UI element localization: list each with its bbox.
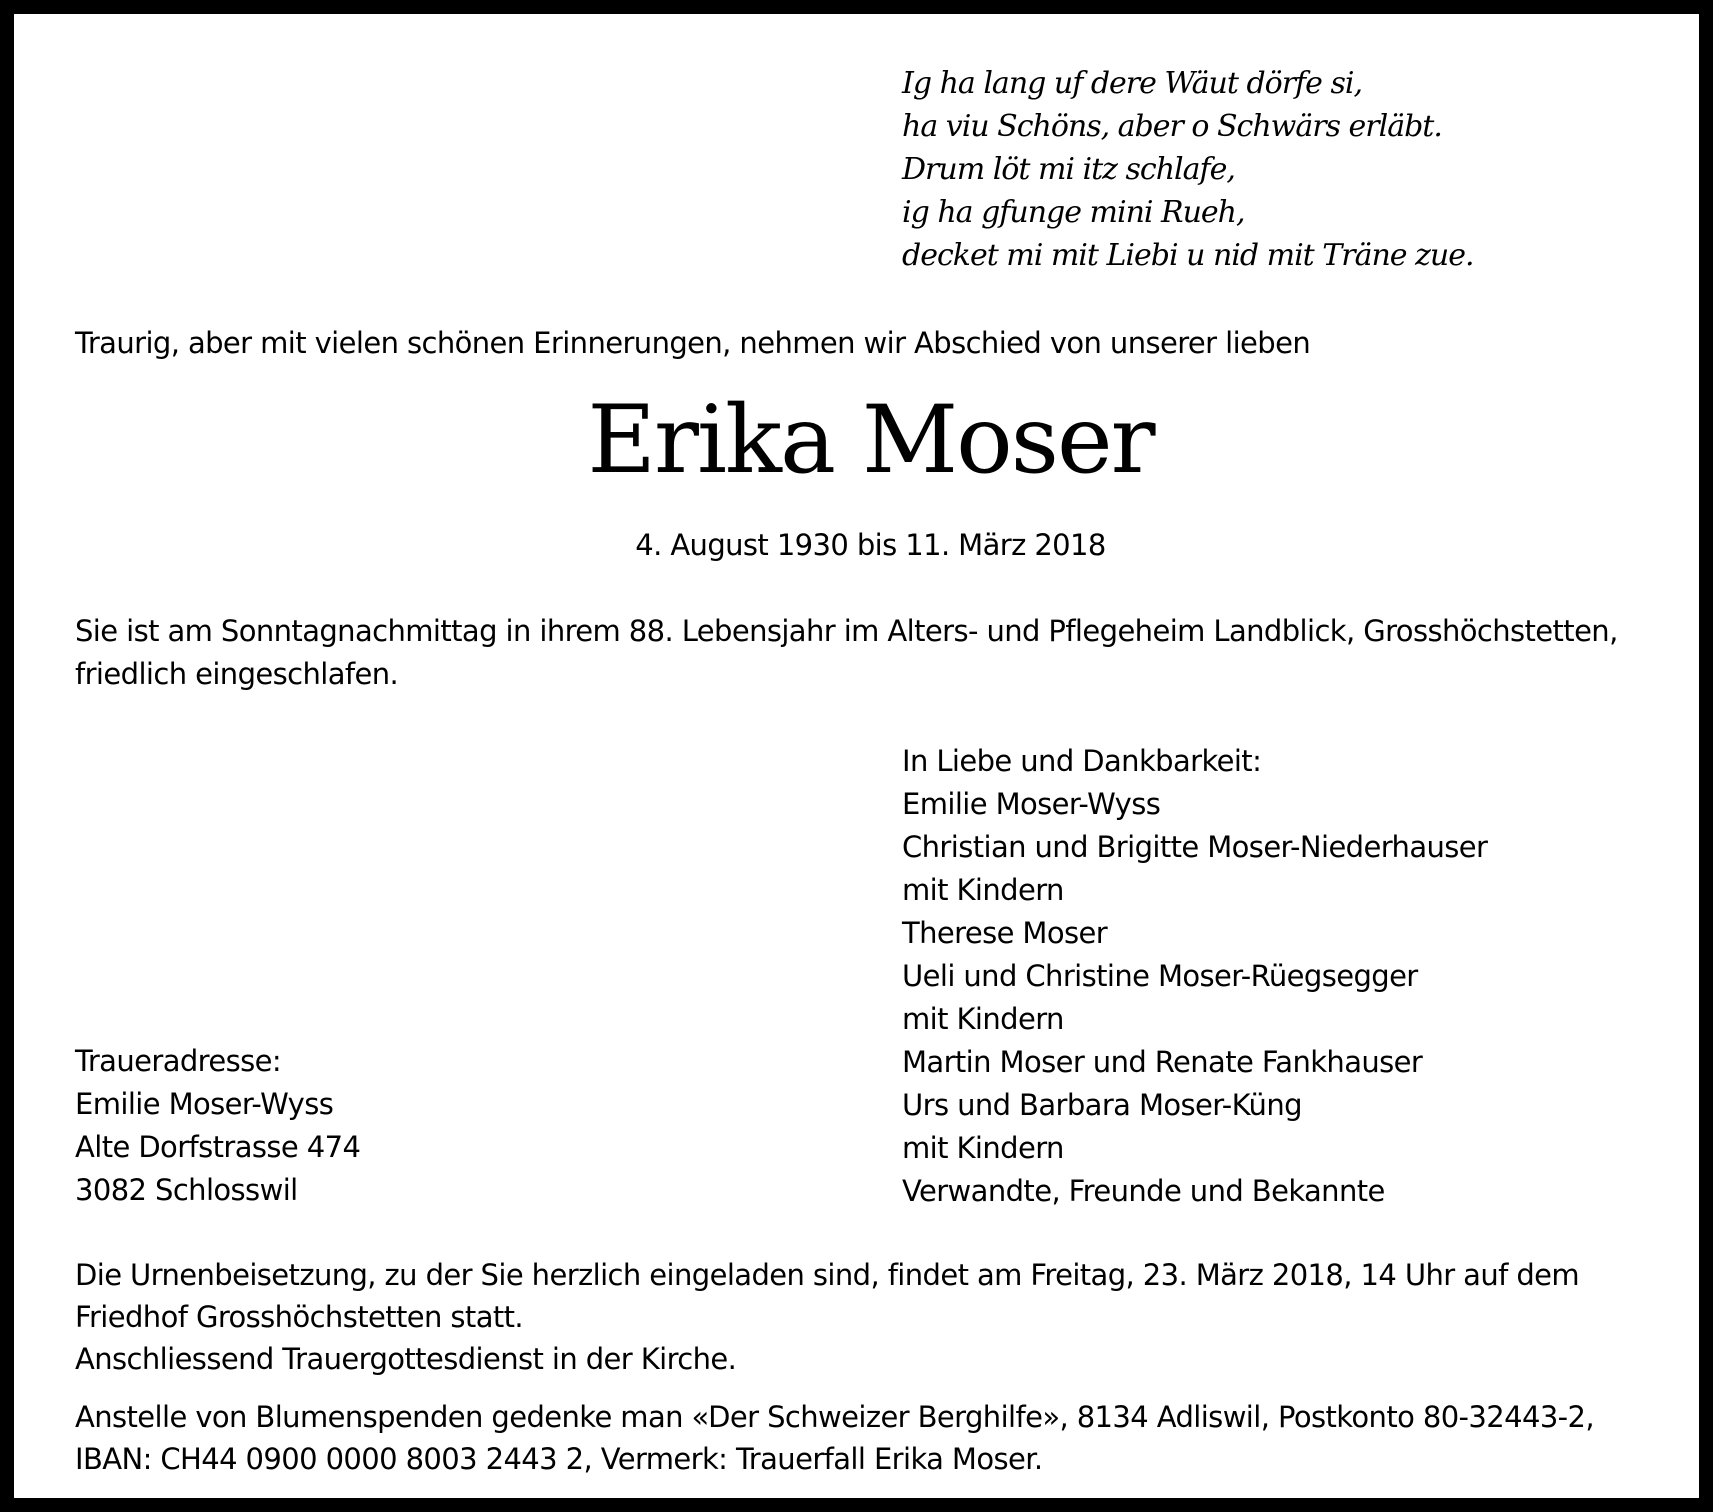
address-line: 3082 Schlosswil xyxy=(75,1173,298,1207)
mourner-line: Ueli und Christine Moser-Rüegsegger xyxy=(902,959,1418,993)
address-line: Alte Dorfstrasse 474 xyxy=(75,1130,361,1164)
donation-line: IBAN: CH44 0900 0000 8003 2443 2, Vermerk: Trauerfall Erika Moser. xyxy=(75,1442,1043,1476)
funeral-line: Friedhof Grosshöchstetten statt. xyxy=(75,1300,524,1334)
mourner-line: mit Kindern xyxy=(902,1131,1064,1165)
passing-line: Sie ist am Sonntagnachmittag in ihrem 88. Lebensjahr im Alters- und Pflegeheim Landblick, Grosshöchstetten, xyxy=(75,614,1618,648)
funeral-line: Anschliessend Trauergottesdienst in der Kirche. xyxy=(75,1342,737,1376)
mourner-line: mit Kindern xyxy=(902,873,1064,907)
poem-line: Ig ha lang uf dere Wäut dörfe si, xyxy=(902,66,1362,101)
poem xyxy=(902,62,1474,277)
intro-text: Traurig, aber mit vielen schönen Erinnerungen, nehmen wir Abschied von unserer lieben xyxy=(75,326,1311,360)
passing-notice xyxy=(75,610,1685,696)
address-line: Emilie Moser-Wyss xyxy=(75,1087,334,1121)
mourning-address xyxy=(75,1040,360,1212)
mourner-line: Urs und Barbara Moser-Küng xyxy=(902,1088,1302,1122)
donation-line: Anstelle von Blumenspenden gedenke man «Der Schweizer Berghilfe», 8134 Adliswil, Postkonto 80-32443-2, xyxy=(75,1400,1595,1434)
mourners-list xyxy=(902,740,1487,1213)
poem-line: Drum löt mi itz schlafe, xyxy=(902,152,1235,187)
funeral-line: Die Urnenbeisetzung, zu der Sie herzlich eingeladen sind, findet am Freitag, 23. März 2018, 14 Uhr auf dem xyxy=(75,1258,1580,1292)
donation-notice xyxy=(75,1396,1685,1480)
mourner-line: Therese Moser xyxy=(902,916,1108,950)
funeral-notice xyxy=(75,1254,1685,1380)
poem-line: decket mi mit Liebi u nid mit Träne zue. xyxy=(902,238,1474,273)
mourner-line: Emilie Moser-Wyss xyxy=(902,787,1161,821)
address-heading: Traueradresse: xyxy=(75,1044,282,1078)
mourner-line: Verwandte, Freunde und Bekannte xyxy=(902,1174,1385,1208)
deceased-name: Erika Moser xyxy=(587,386,1154,495)
mourner-line: Martin Moser und Renate Fankhauser xyxy=(902,1045,1423,1079)
mourner-line: Christian und Brigitte Moser-Niederhauser xyxy=(902,830,1488,864)
mourner-line: mit Kindern xyxy=(902,1002,1064,1036)
life-dates: 4. August 1930 bis 11. März 2018 xyxy=(635,528,1106,562)
passing-line: friedlich eingeschlafen. xyxy=(75,657,399,691)
poem-line: ha viu Schöns, aber o Schwärs erläbt. xyxy=(902,109,1442,144)
mourners-heading: In Liebe und Dankbarkeit: xyxy=(902,744,1262,778)
poem-line: ig ha gfunge mini Rueh, xyxy=(902,195,1245,230)
